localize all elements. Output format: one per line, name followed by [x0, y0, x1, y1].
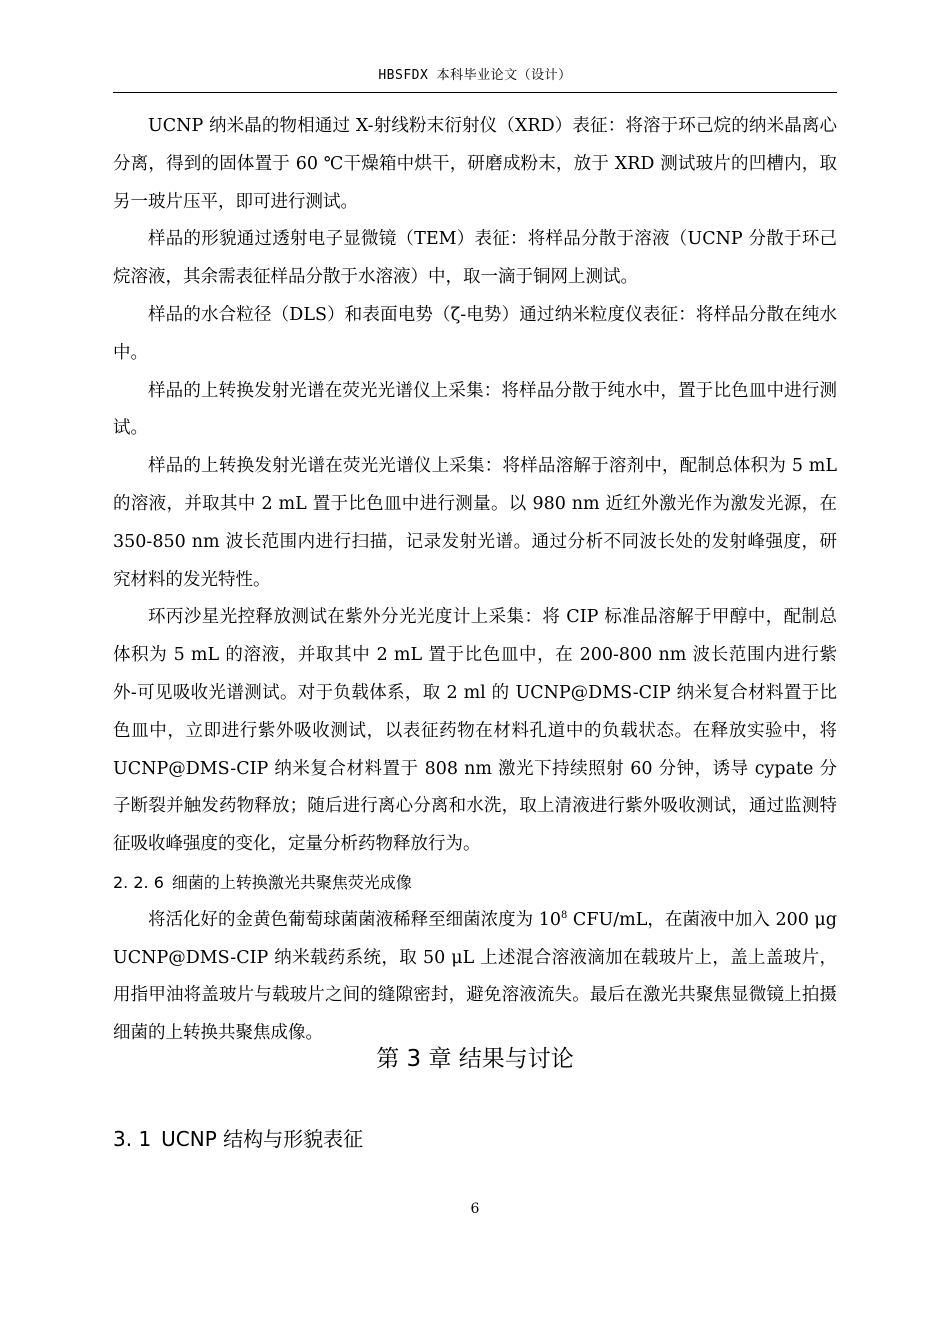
subsection-heading — [113, 864, 837, 902]
page-number: 6 — [470, 1201, 480, 1217]
chapter-title: 第 3 章 结果与讨论 — [376, 1046, 574, 1072]
paragraph-cip-release: 环丙沙星光控释放测试在紫外分光光度计上采集：将 CIP 标准品溶解于甲醇中，配制总体积为 5 mL 的溶液，并取其中 2 mL 置于比色皿中，在 200-800 nm 波长范围内进行紫外-可见吸收光谱测试。对于负载体系，取 2 ml 的 UCNP@DMS-CIP 纳米复合材料置于比色皿中，立即进行紫外吸收测试，以表征药物在材料孔道中的负载状态。在释放实验中，将 UCNP@DMS-CIP 纳米复合材料置于 808 nm 激光下持续照射 60 分钟，诱导 cypate 分子断裂并触发药物释放；随后进行离心分离和水洗，取上清液进行紫外吸收测试，通过监测特征吸收峰强度的变化，定量分析药物释放行为。 — [113, 607, 837, 855]
paragraph-dls: 样品的水合粒径（DLS）和表面电势（ζ-电势）通过纳米粒度仪表征：将样品分散在纯水中。 — [113, 304, 837, 363]
section-heading — [113, 1123, 363, 1152]
section-number: 3. 1 — [113, 1127, 152, 1151]
page-header: HBSFDX 本科毕业论文（设计） — [378, 68, 572, 83]
subsection-title: 细菌的上转换激光共聚焦荧光成像 — [171, 872, 412, 892]
body-text — [113, 108, 837, 1053]
imaging-text-start: 将活化好的金黄色葡萄球菌菌液稀释至细菌浓度为 10 — [148, 909, 561, 930]
exponent: 8 — [560, 909, 568, 921]
imaging-text-end: CFU/mL，在菌液中加入 200 μg UCNP@DMS-CIP 纳米载药系统，取 50 μL 上述混合溶液滴加在载玻片上，盖上盖玻片，用指甲油将盖玻片与载玻片之间的缝隙密封，避免溶液流失。最后在激光共聚焦显微镜上拍摄细菌的上转换共聚焦成像。 — [113, 909, 837, 1044]
paragraph-upconversion-1: 样品的上转换发射光谱在荧光光谱仪上采集：将样品分散于纯水中，置于比色皿中进行测试。 — [113, 380, 837, 439]
paragraph-imaging — [113, 902, 837, 1053]
paragraph-upconversion-2: 样品的上转换发射光谱在荧光光谱仪上采集：将样品溶解于溶剂中，配制总体积为 5 mL 的溶液，并取其中 2 mL 置于比色皿中进行测量。以 980 nm 近红外激光作为激发光源，在 350-850 nm 波长范围内进行扫描，记录发射光谱。通过分析不同波长处的发射峰强度，研究材料的发光特性。 — [113, 456, 837, 590]
section-title: UCNP 结构与形貌表征 — [161, 1127, 364, 1151]
subsection-number: 2. 2. 6 — [113, 872, 164, 892]
paragraph-tem: 样品的形貌通过透射电子显微镜（TEM）表征：将样品分散于溶液（UCNP 分散于环己烷溶液，其余需表征样品分散于水溶液）中，取一滴于铜网上测试。 — [113, 229, 837, 288]
paragraph-xrd: UCNP 纳米晶的物相通过 X-射线粉末衍射仪（XRD）表征：将溶于环己烷的纳米晶离心分离，得到的固体置于 60 ℃干燥箱中烘干，研磨成粉末，放于 XRD 测试玻片的凹槽内，取另一玻片压平，即可进行测试。 — [113, 116, 837, 212]
header-rule — [113, 92, 837, 93]
